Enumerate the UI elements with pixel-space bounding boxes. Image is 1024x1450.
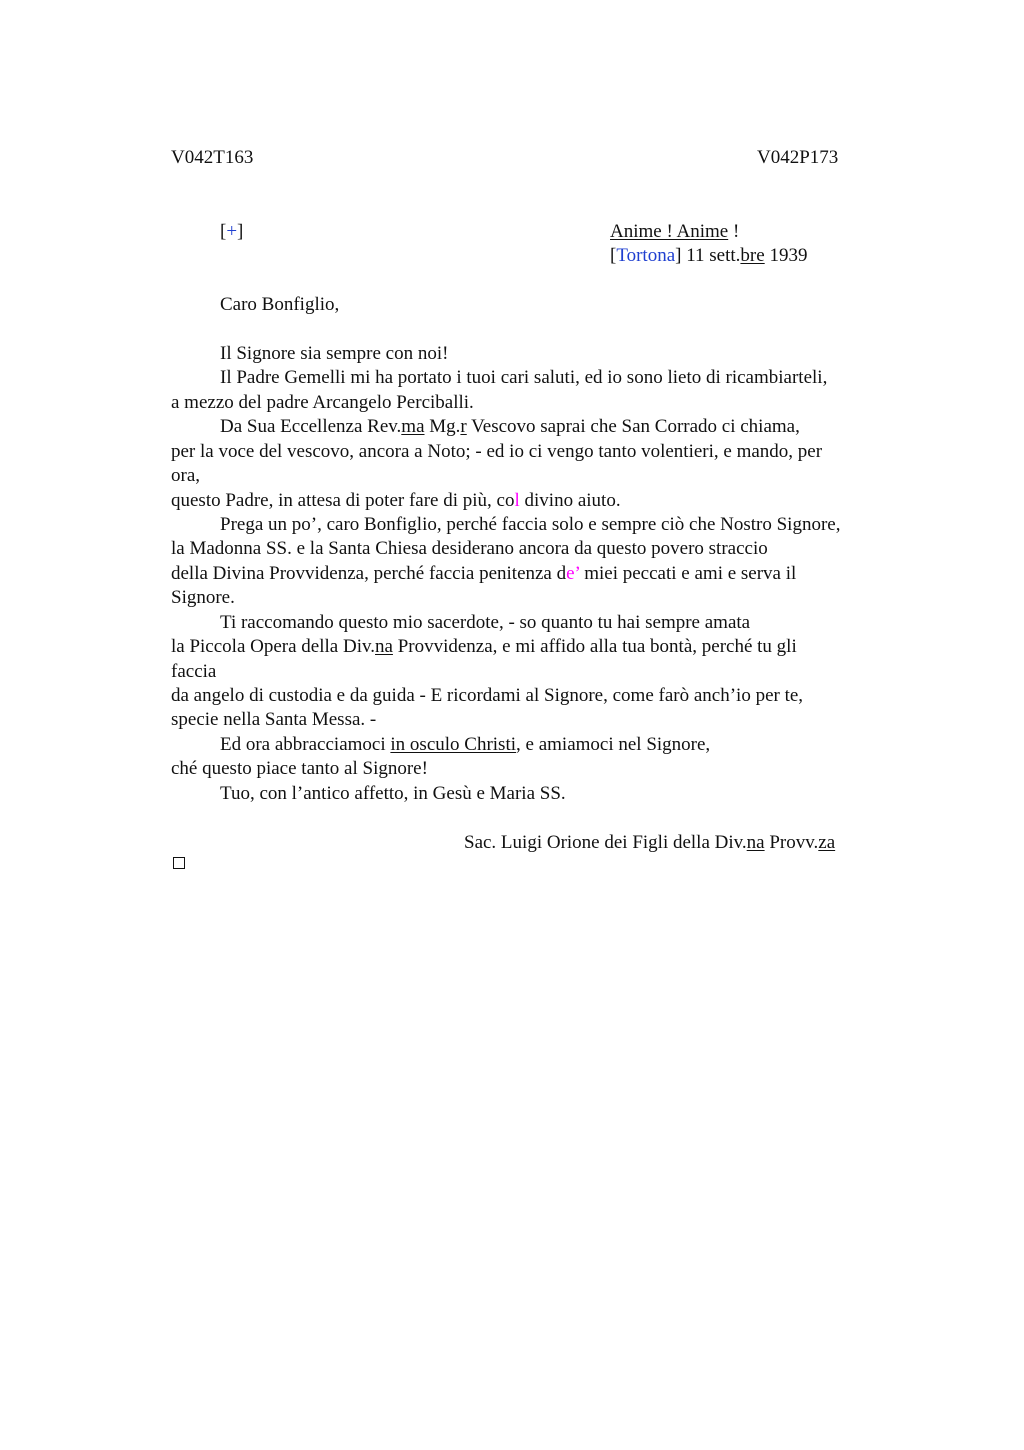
line-6: ora, xyxy=(171,465,201,486)
line-2: Il Padre Gemelli mi ha portato i tuoi cari saluti, ed io sono lieto di ricambiarteli, xyxy=(220,367,828,388)
line-8: Prega un po’, caro Bonfiglio, perché faccia solo e sempre ciò che Nostro Signore, xyxy=(220,514,841,535)
motto-end: ! xyxy=(728,221,740,242)
cross-mark xyxy=(220,220,243,244)
line-12: Ti raccomando questo mio sacerdote, - so quanto tu hai sempre amata xyxy=(220,612,751,633)
line-13: la Piccola Opera della Div.na Provvidenza, e mi affido alla tua bontà, perché tu gli xyxy=(171,636,797,657)
line-1: Il Signore sia sempre con noi! xyxy=(220,343,449,364)
line-18: ché questo piace tanto al Signore! xyxy=(171,758,428,779)
header-left-code: V042T163 xyxy=(171,147,254,168)
line-5: per la voce del vescovo, ancora a Noto; - ed io ci vengo tanto volentieri, e mando, per xyxy=(171,441,823,462)
place-date: [Tortona] 11 sett.bre 1939 xyxy=(610,245,808,266)
line-17: Ed ora abbracciamoci in osculo Christi, e amiamoci nel Signore, xyxy=(220,734,711,755)
cross-icon: + xyxy=(226,221,238,242)
line-7: questo Padre, in attesa di poter fare di più, col divino aiuto. xyxy=(171,490,621,511)
signature: Sac. Luigi Orione dei Figli della Div.na Provv.za xyxy=(464,832,836,853)
line-10: della Divina Provvidenza, perché faccia penitenza de’ miei peccati e ami e serva il xyxy=(171,563,797,584)
line-19: Tuo, con l’antico affetto, in Gesù e Maria SS. xyxy=(220,783,566,804)
line-14: faccia xyxy=(171,661,217,682)
cross-bracket-open: [ xyxy=(220,221,227,242)
motto-underlined: Anime ! Anime xyxy=(610,221,729,242)
line-3: a mezzo del padre Arcangelo Perciballi. xyxy=(171,392,474,413)
place-name: Tortona xyxy=(616,245,676,266)
line-4: Da Sua Eccellenza Rev.ma Mg.r Vescovo saprai che San Corrado ci chiama, xyxy=(220,416,800,437)
cross-bracket-close: ] xyxy=(237,221,244,242)
motto xyxy=(610,220,739,244)
line-16: specie nella Santa Messa. - xyxy=(171,709,377,730)
square-outline-icon xyxy=(173,857,185,869)
salutation: Caro Bonfiglio, xyxy=(220,294,340,315)
line-15: da angelo di custodia e da guida - E ricordami al Signore, come farò anch’io per te, xyxy=(171,685,804,706)
header-right-code: V042P173 xyxy=(757,147,839,168)
line-9: la Madonna SS. e la Santa Chiesa desiderano ancora da questo povero straccio xyxy=(171,538,768,559)
line-11: Signore. xyxy=(171,587,235,608)
